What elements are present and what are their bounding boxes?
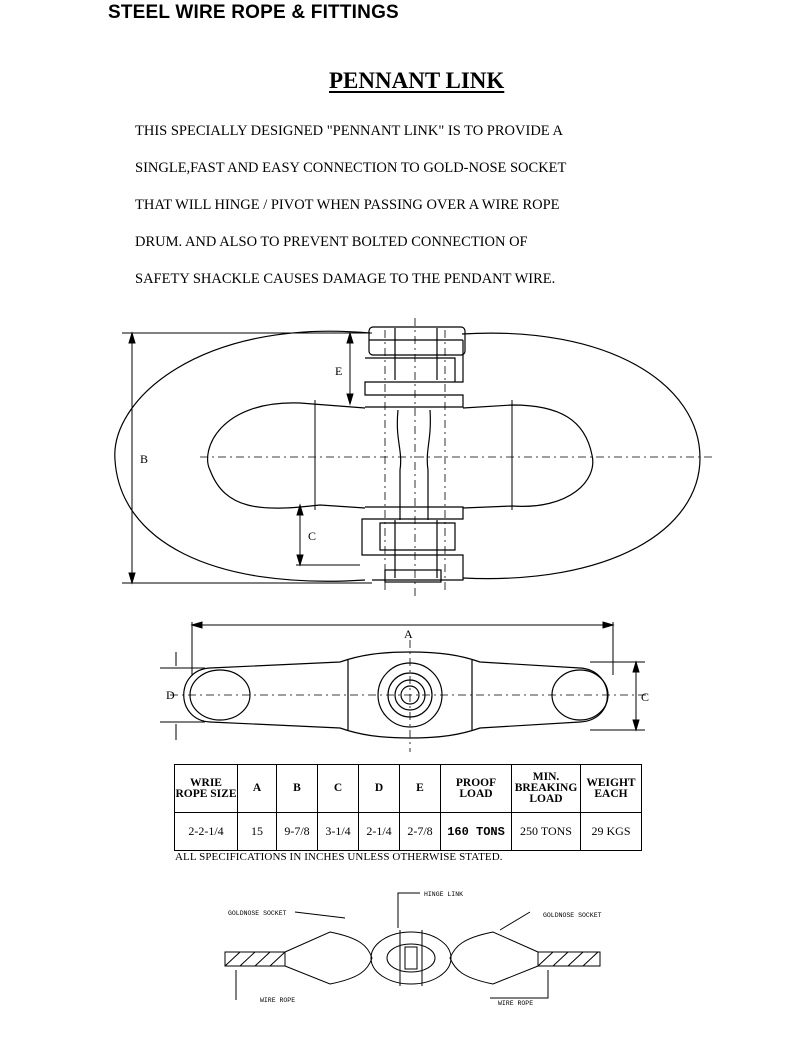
hinge-link-label: HINGE LINK: [424, 891, 464, 898]
table-cell: 2-1/4: [359, 813, 400, 851]
column-header: A: [238, 765, 277, 813]
column-header: MIN. BREAKING LOAD: [512, 765, 581, 813]
description-line: THIS SPECIALLY DESIGNED "PENNANT LINK" IS TO PROVIDE A: [135, 123, 563, 139]
dimension-b-label: B: [140, 452, 149, 466]
column-header: WEIGHT EACH: [581, 765, 642, 813]
description-line: SINGLE,FAST AND EASY CONNECTION TO GOLD-NOSE SOCKET: [135, 160, 567, 176]
table-cell: 250 TONS: [512, 813, 581, 851]
specification-table: [174, 764, 642, 851]
link-outer-outline: [115, 331, 700, 581]
table-row: [175, 813, 642, 851]
table-cell: 3-1/4: [318, 813, 359, 851]
table-cell: 2-2-1/4: [175, 813, 238, 851]
specification-note: ALL SPECIFICATIONS IN INCHES UNLESS OTHERWISE STATED.: [175, 851, 503, 863]
dimension-c-label: C: [308, 529, 317, 543]
goldnose-socket-left-label: GOLDNOSE SOCKET: [228, 910, 287, 917]
column-header: C: [318, 765, 359, 813]
column-header: E: [400, 765, 441, 813]
page-header: STEEL WIRE ROPE & FITTINGS: [108, 2, 399, 23]
column-header: D: [359, 765, 400, 813]
hinge-knuckle-top: [369, 327, 465, 355]
description-line: DRUM. AND ALSO TO PREVENT BOLTED CONNECTION OF: [135, 234, 528, 250]
description-line: SAFETY SHACKLE CAUSES DAMAGE TO THE PENDANT WIRE.: [135, 271, 556, 287]
table-cell: 2-7/8: [400, 813, 441, 851]
wire-rope-left-label: WIRE ROPE: [260, 997, 296, 1004]
table-cell: 29 KGS: [581, 813, 642, 851]
dimension-e-label: E: [335, 364, 343, 378]
column-header: B: [277, 765, 318, 813]
dimension-d-label: D: [166, 688, 175, 702]
table-cell: 9-7/8: [277, 813, 318, 851]
dimension-a-label: A: [404, 627, 413, 641]
page-title: PENNANT LINK: [329, 68, 505, 93]
table-cell: 15: [238, 813, 277, 851]
dimension-c-side-label: C: [641, 690, 650, 704]
hinge-knuckle-bottom: [362, 507, 463, 580]
column-header: WRIE ROPE SIZE: [175, 765, 238, 813]
wire-rope-right-label: WIRE ROPE: [498, 1000, 534, 1007]
goldnose-socket-right-label: GOLDNOSE SOCKET: [543, 912, 602, 919]
column-header: PROOF LOAD: [441, 765, 512, 813]
table-cell: 160 TONS: [441, 813, 512, 851]
table-header-row: [175, 765, 642, 813]
description-line: THAT WILL HINGE / PIVOT WHEN PASSING OVER A WIRE ROPE: [135, 197, 560, 213]
